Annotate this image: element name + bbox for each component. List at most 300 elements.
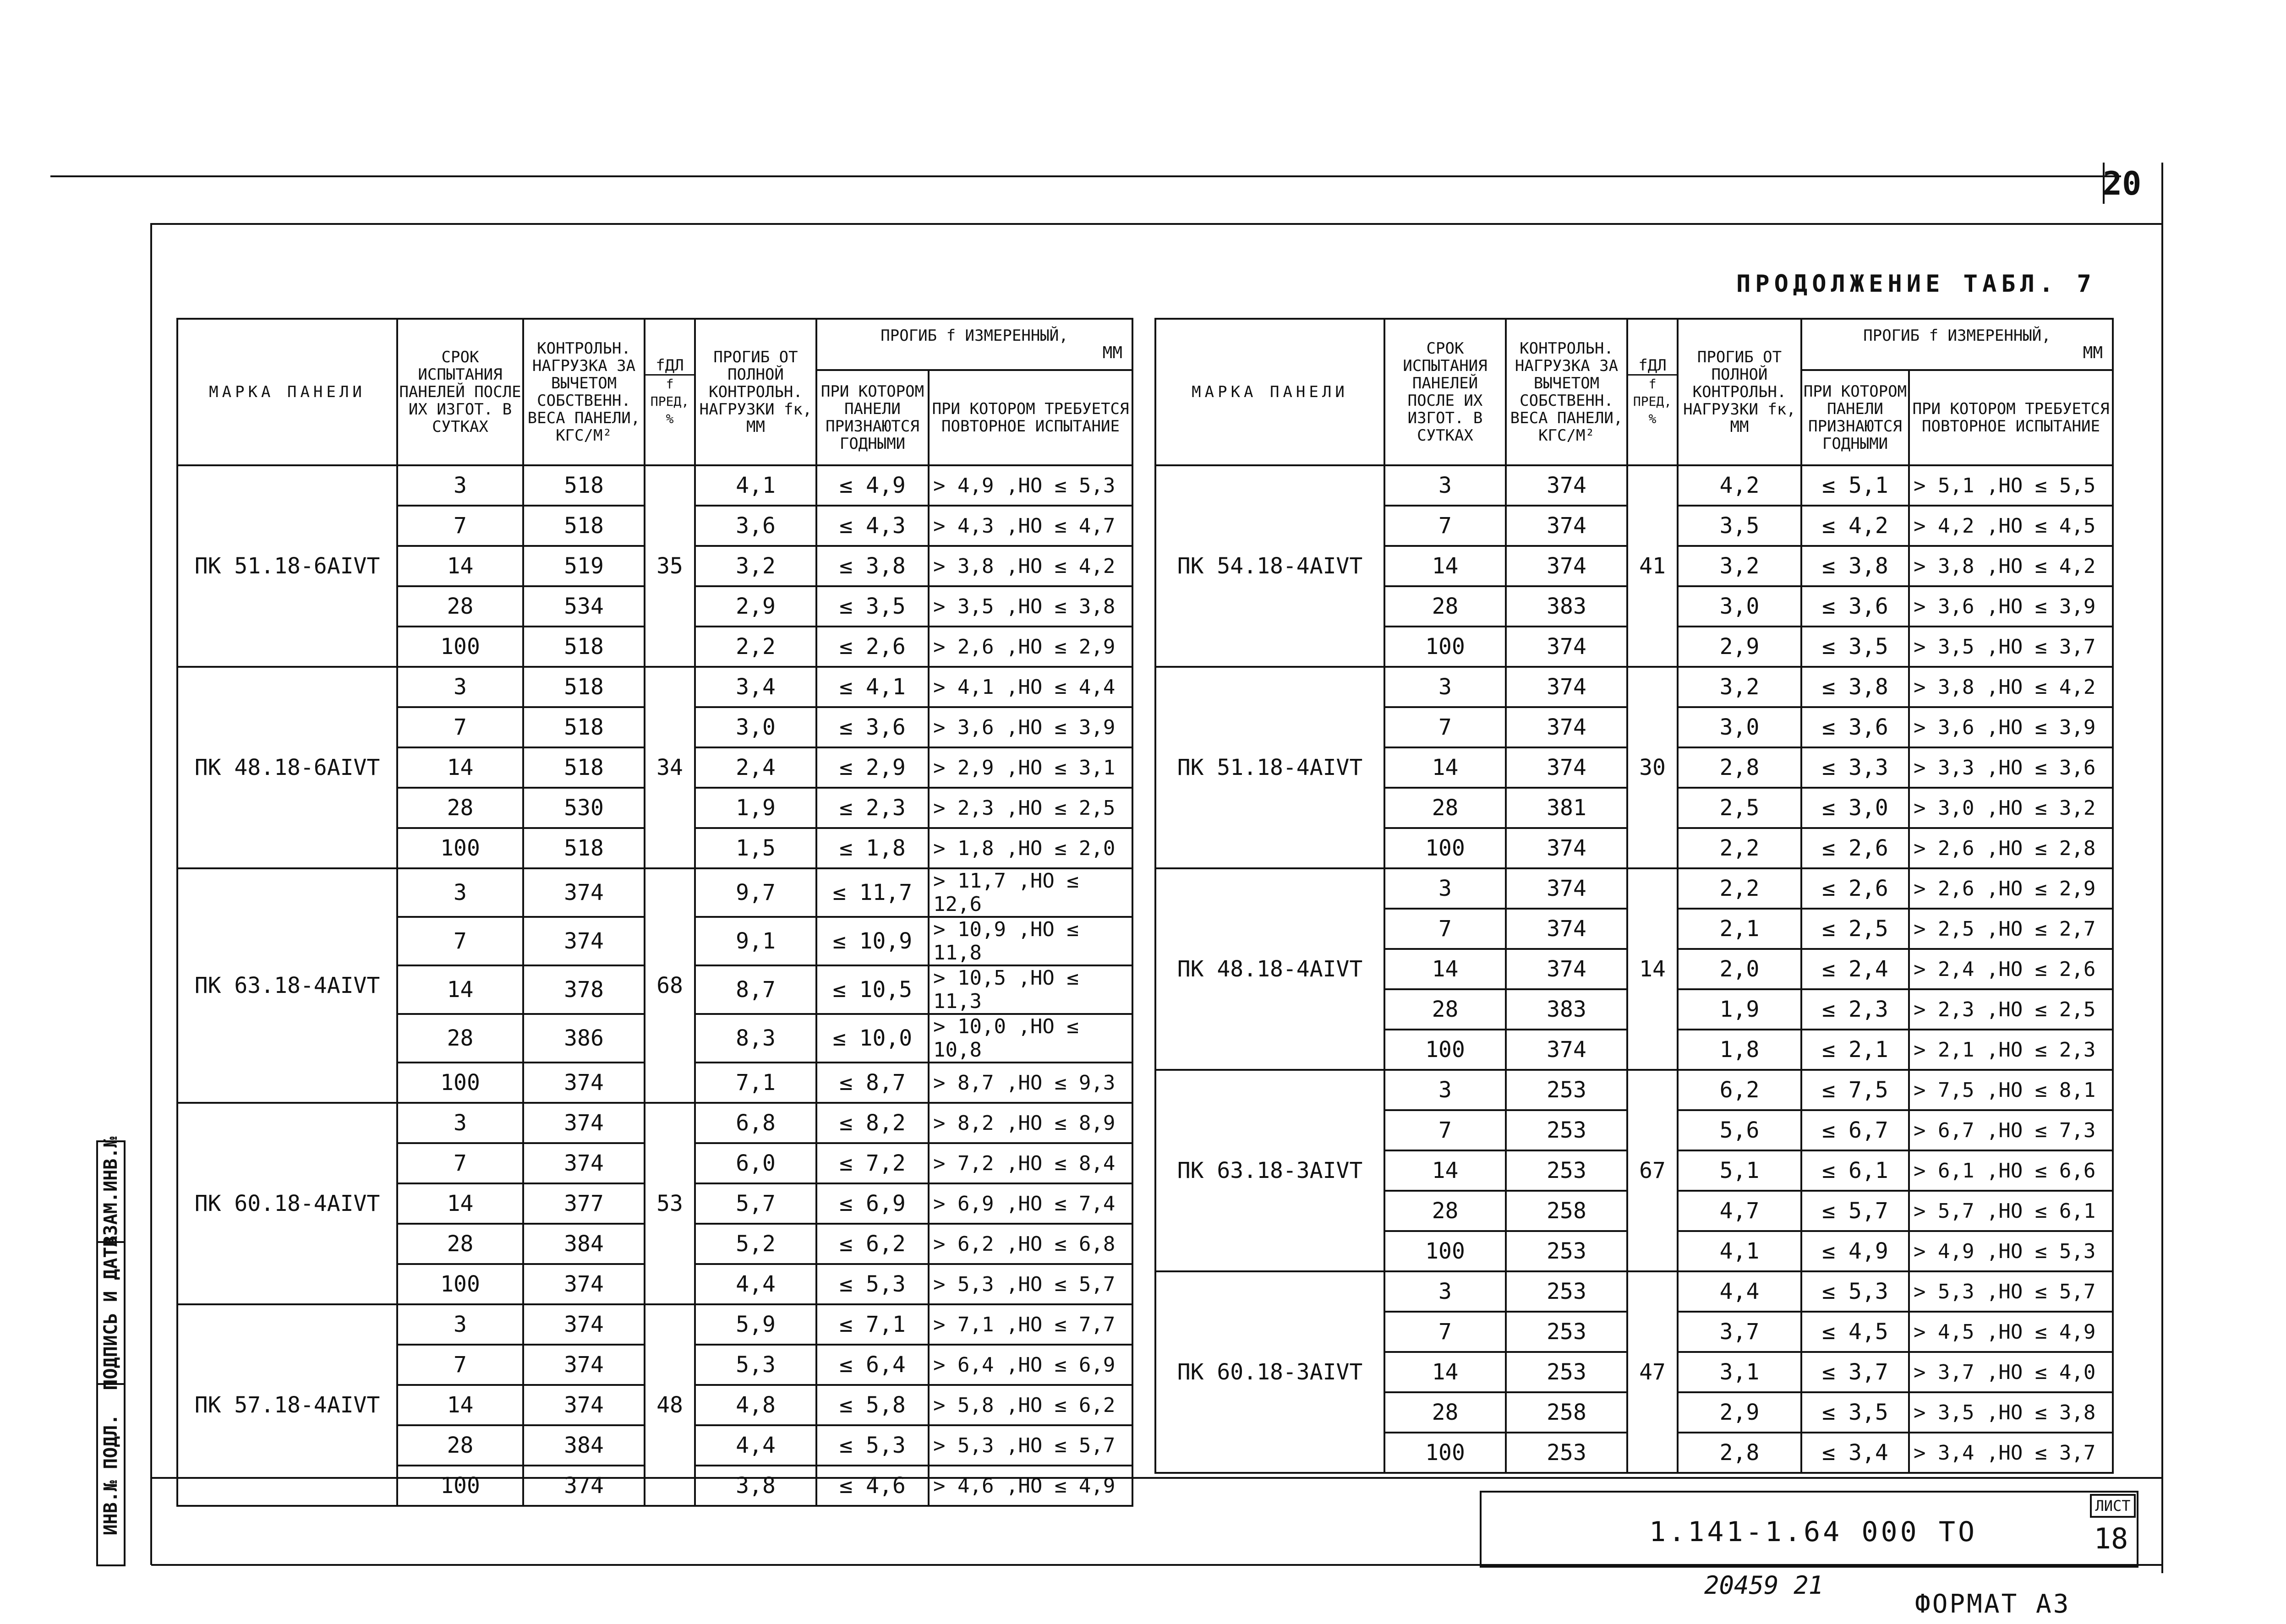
header-unit-mm-right: ММ xyxy=(2083,343,2103,362)
limit-percent: 34 xyxy=(645,667,695,868)
limit-percent: 14 xyxy=(1627,868,1678,1070)
control-load: 381 xyxy=(1506,788,1627,828)
accepted-deflection: ≤ 6,7 xyxy=(1801,1110,1909,1150)
test-days: 28 xyxy=(397,788,523,828)
control-load: 253 xyxy=(1506,1352,1627,1392)
test-days: 3 xyxy=(397,1103,523,1143)
control-load: 384 xyxy=(523,1425,645,1466)
retest-deflection: > 3,5 ,НО ≤ 3,8 xyxy=(929,586,1132,627)
retest-deflection: > 4,2 ,НО ≤ 4,5 xyxy=(1909,506,2113,546)
deflection-full-load: 3,2 xyxy=(695,546,816,586)
retest-deflection: > 3,3 ,НО ≤ 3,6 xyxy=(1909,747,2113,788)
panel-mark: ПК 63.18-3АIVТ xyxy=(1155,1070,1384,1271)
control-load: 253 xyxy=(1506,1271,1627,1312)
deflection-full-load: 3,0 xyxy=(1678,586,1801,627)
accepted-deflection: ≤ 3,5 xyxy=(1801,1392,1909,1433)
header-deflection-full-right: ПРОГИБ ОТ ПОЛНОЙ КОНТРОЛЬН. НАГРУЗКИ fк, ММ xyxy=(1678,319,1801,465)
retest-deflection: > 2,3 ,НО ≤ 2,5 xyxy=(1909,989,2113,1030)
deflection-full-load: 3,8 xyxy=(695,1466,816,1506)
sheet-label: ЛИСТ xyxy=(2090,1494,2136,1518)
control-load: 518 xyxy=(523,465,645,506)
table-row xyxy=(177,465,1132,506)
deflection-full-load: 4,4 xyxy=(695,1264,816,1304)
test-days: 7 xyxy=(1384,1312,1506,1352)
deflection-full-load: 4,1 xyxy=(695,465,816,506)
inner-top-line xyxy=(151,223,2162,225)
header-mark-right: МАРКА ПАНЕЛИ xyxy=(1155,319,1384,465)
accepted-deflection: ≤ 2,9 xyxy=(816,747,929,788)
header-deflection-full: ПРОГИБ ОТ ПОЛНОЙ КОНТРОЛЬН. НАГРУЗКИ fк, ММ xyxy=(695,319,816,465)
retest-deflection: > 8,7 ,НО ≤ 9,3 xyxy=(929,1063,1132,1103)
retest-deflection: > 10,9 ,НО ≤ 11,8 xyxy=(929,917,1132,965)
limit-percent: 35 xyxy=(645,465,695,667)
test-days: 14 xyxy=(1384,1150,1506,1191)
header-control-load: КОНТРОЛЬН. НАГРУЗКА ЗА ВЫЧЕТОМ СОБСТВЕНН. ВЕСА ПАНЕЛИ, КГС/М² xyxy=(523,319,645,465)
panel-mark: ПК 48.18-6АIVТ xyxy=(177,667,397,868)
header-test-period: СРОК ИСПЫТАНИЯ ПАНЕЛЕЙ ПОСЛЕ ИХ ИЗГОТ. В СУТКАХ xyxy=(397,319,523,465)
accepted-deflection: ≤ 2,4 xyxy=(1801,949,1909,989)
retest-deflection: > 4,5 ,НО ≤ 4,9 xyxy=(1909,1312,2113,1352)
retest-deflection: > 11,7 ,НО ≤ 12,6 xyxy=(929,868,1132,917)
header-limit-bottom: f ПРЕД, % xyxy=(650,376,689,426)
deflection-full-load: 2,2 xyxy=(1678,828,1801,868)
test-days: 14 xyxy=(397,1385,523,1425)
deflection-full-load: 2,2 xyxy=(695,627,816,667)
retest-deflection: > 2,3 ,НО ≤ 2,5 xyxy=(929,788,1132,828)
accepted-deflection: ≤ 7,1 xyxy=(816,1304,929,1345)
panel-mark: ПК 60.18-3АIVТ xyxy=(1155,1271,1384,1473)
retest-deflection: > 3,6 ,НО ≤ 3,9 xyxy=(929,707,1132,747)
retest-deflection: > 10,5 ,НО ≤ 11,3 xyxy=(929,965,1132,1014)
test-days: 3 xyxy=(1384,667,1506,707)
retest-deflection: > 7,1 ,НО ≤ 7,7 xyxy=(929,1304,1132,1345)
accepted-deflection: ≤ 10,0 xyxy=(816,1014,929,1063)
control-load: 518 xyxy=(523,667,645,707)
control-load: 374 xyxy=(1506,707,1627,747)
limit-percent: 47 xyxy=(1627,1271,1678,1473)
test-days: 28 xyxy=(397,1425,523,1466)
deflection-full-load: 5,3 xyxy=(695,1345,816,1385)
table-row xyxy=(177,1103,1132,1143)
retest-deflection: > 7,5 ,НО ≤ 8,1 xyxy=(1909,1070,2113,1110)
control-load: 253 xyxy=(1506,1433,1627,1473)
test-days: 28 xyxy=(397,586,523,627)
retest-deflection: > 2,9 ,НО ≤ 3,1 xyxy=(929,747,1132,788)
control-load: 374 xyxy=(523,1345,645,1385)
accepted-deflection: ≤ 1,8 xyxy=(816,828,929,868)
retest-deflection: > 2,4 ,НО ≤ 2,6 xyxy=(1909,949,2113,989)
deflection-full-load: 4,4 xyxy=(1678,1271,1801,1312)
deflection-full-load: 2,2 xyxy=(1678,868,1801,909)
test-days: 14 xyxy=(397,546,523,586)
retest-deflection: > 2,1 ,НО ≤ 2,3 xyxy=(1909,1030,2113,1070)
accepted-deflection: ≤ 5,7 xyxy=(1801,1191,1909,1231)
control-load: 383 xyxy=(1506,586,1627,627)
accepted-deflection: ≤ 4,6 xyxy=(816,1466,929,1506)
test-days: 14 xyxy=(1384,747,1506,788)
header-limit xyxy=(645,319,695,465)
control-load: 374 xyxy=(1506,667,1627,707)
accepted-deflection: ≤ 2,3 xyxy=(1801,989,1909,1030)
deflection-full-load: 2,9 xyxy=(695,586,816,627)
control-load: 374 xyxy=(523,1063,645,1103)
side-label-inv-cell xyxy=(96,1383,126,1566)
accepted-deflection: ≤ 3,4 xyxy=(1801,1433,1909,1473)
control-load: 374 xyxy=(1506,949,1627,989)
test-days: 100 xyxy=(397,828,523,868)
control-load: 374 xyxy=(1506,627,1627,667)
test-days: 3 xyxy=(1384,1070,1506,1110)
control-load: 374 xyxy=(523,1264,645,1304)
table-row xyxy=(1155,868,2113,909)
panel-mark: ПК 60.18-4АIVТ xyxy=(177,1103,397,1304)
control-load: 378 xyxy=(523,965,645,1014)
limit-percent: 53 xyxy=(645,1103,695,1304)
test-days: 14 xyxy=(1384,1352,1506,1392)
deflection-full-load: 2,1 xyxy=(1678,909,1801,949)
control-load: 518 xyxy=(523,506,645,546)
accepted-deflection: ≤ 10,9 xyxy=(816,917,929,965)
test-days: 7 xyxy=(397,506,523,546)
retest-deflection: > 6,2 ,НО ≤ 6,8 xyxy=(929,1224,1132,1264)
test-days: 100 xyxy=(1384,1030,1506,1070)
deflection-full-load: 3,7 xyxy=(1678,1312,1801,1352)
accepted-deflection: ≤ 7,5 xyxy=(1801,1070,1909,1110)
retest-deflection: > 2,6 ,НО ≤ 2,9 xyxy=(1909,868,2113,909)
panel-mark: ПК 54.18-4АIVТ xyxy=(1155,465,1384,667)
deflection-full-load: 9,1 xyxy=(695,917,816,965)
test-days: 7 xyxy=(1384,506,1506,546)
right-table xyxy=(1154,318,2114,1474)
deflection-full-load: 8,3 xyxy=(695,1014,816,1063)
header-retest-right: ПРИ КОТОРОМ ТРЕБУЕТСЯ ПОВТОРНОЕ ИСПЫТАНИЕ xyxy=(1909,370,2113,465)
retest-deflection: > 4,6 ,НО ≤ 4,9 xyxy=(929,1466,1132,1506)
accepted-deflection: ≤ 2,6 xyxy=(1801,828,1909,868)
sheet-value: 18 xyxy=(2094,1522,2128,1555)
control-load: 253 xyxy=(1506,1150,1627,1191)
test-days: 100 xyxy=(397,1466,523,1506)
retest-deflection: > 4,1 ,НО ≤ 4,4 xyxy=(929,667,1132,707)
control-load: 374 xyxy=(1506,465,1627,506)
retest-deflection: > 3,4 ,НО ≤ 3,7 xyxy=(1909,1433,2113,1473)
accepted-deflection: ≤ 3,5 xyxy=(816,586,929,627)
control-load: 518 xyxy=(523,707,645,747)
retest-deflection: > 4,9 ,НО ≤ 5,3 xyxy=(1909,1231,2113,1271)
control-load: 374 xyxy=(523,1103,645,1143)
panel-mark: ПК 48.18-4АIVТ xyxy=(1155,868,1384,1070)
test-days: 3 xyxy=(397,465,523,506)
header-deflection-measured xyxy=(816,319,1132,370)
control-load: 374 xyxy=(523,1143,645,1183)
test-days: 100 xyxy=(397,1063,523,1103)
test-days: 28 xyxy=(1384,1191,1506,1231)
control-load: 374 xyxy=(1506,828,1627,868)
test-days: 28 xyxy=(397,1224,523,1264)
header-limit-right xyxy=(1627,319,1678,465)
control-load: 258 xyxy=(1506,1392,1627,1433)
retest-deflection: > 10,0 ,НО ≤ 10,8 xyxy=(929,1014,1132,1063)
test-days: 3 xyxy=(397,667,523,707)
left-frame-line xyxy=(150,223,152,1565)
limit-percent: 68 xyxy=(645,868,695,1103)
accepted-deflection: ≤ 4,3 xyxy=(816,506,929,546)
retest-deflection: > 3,6 ,НО ≤ 3,9 xyxy=(1909,707,2113,747)
accepted-deflection: ≤ 6,2 xyxy=(816,1224,929,1264)
test-days: 100 xyxy=(1384,1231,1506,1271)
side-label-sign: ПОДПИСЬ И ДАТА xyxy=(100,1236,121,1390)
control-load: 518 xyxy=(523,627,645,667)
retest-deflection: > 3,6 ,НО ≤ 3,9 xyxy=(1909,586,2113,627)
header-limit-top-right: fДЛ xyxy=(1628,357,1677,376)
control-load: 374 xyxy=(1506,747,1627,788)
accepted-deflection: ≤ 3,3 xyxy=(1801,747,1909,788)
sheet-number-top: 20 xyxy=(2103,165,2142,202)
table-row xyxy=(1155,1271,2113,1312)
header-control-load-right: КОНТРОЛЬН. НАГРУЗКА ЗА ВЫЧЕТОМ СОБСТВЕНН. ВЕСА ПАНЕЛИ, КГС/М² xyxy=(1506,319,1627,465)
retest-deflection: > 6,1 ,НО ≤ 6,6 xyxy=(1909,1150,2113,1191)
retest-deflection: > 5,8 ,НО ≤ 6,2 xyxy=(929,1385,1132,1425)
deflection-full-load: 2,4 xyxy=(695,747,816,788)
limit-percent: 67 xyxy=(1627,1070,1678,1271)
retest-deflection: > 2,6 ,НО ≤ 2,9 xyxy=(929,627,1132,667)
test-days: 28 xyxy=(397,1014,523,1063)
test-days: 3 xyxy=(1384,868,1506,909)
test-days: 28 xyxy=(1384,788,1506,828)
accepted-deflection: ≤ 4,1 xyxy=(816,667,929,707)
deflection-full-load: 6,0 xyxy=(695,1143,816,1183)
deflection-full-load: 4,4 xyxy=(695,1425,816,1466)
deflection-full-load: 5,9 xyxy=(695,1304,816,1345)
side-label-sign-cell xyxy=(96,1236,126,1390)
header-limit-bottom-right: f ПРЕД, % xyxy=(1633,376,1672,426)
panel-mark: ПК 63.18-4АIVТ xyxy=(177,868,397,1103)
test-days: 14 xyxy=(1384,546,1506,586)
retest-deflection: > 5,3 ,НО ≤ 5,7 xyxy=(929,1264,1132,1304)
retest-deflection: > 3,7 ,НО ≤ 4,0 xyxy=(1909,1352,2113,1392)
accepted-deflection: ≤ 8,2 xyxy=(816,1103,929,1143)
deflection-full-load: 4,8 xyxy=(695,1385,816,1425)
table-row xyxy=(1155,465,2113,506)
test-days: 100 xyxy=(1384,627,1506,667)
accepted-deflection: ≤ 3,8 xyxy=(1801,546,1909,586)
accepted-deflection: ≤ 2,6 xyxy=(1801,868,1909,909)
retest-deflection: > 1,8 ,НО ≤ 2,0 xyxy=(929,828,1132,868)
side-label-inv: ИНВ.№ ПОДЛ. xyxy=(100,1414,121,1536)
control-load: 518 xyxy=(523,828,645,868)
header-accepted: ПРИ КОТОРОМ ПАНЕЛИ ПРИЗНАЮТСЯ ГОДНЫМИ xyxy=(816,370,929,465)
accepted-deflection: ≤ 5,1 xyxy=(1801,465,1909,506)
retest-deflection: > 4,9 ,НО ≤ 5,3 xyxy=(929,465,1132,506)
test-days: 14 xyxy=(397,747,523,788)
accepted-deflection: ≤ 5,3 xyxy=(816,1425,929,1466)
control-load: 374 xyxy=(523,868,645,917)
deflection-full-load: 4,1 xyxy=(1678,1231,1801,1271)
test-days: 7 xyxy=(1384,707,1506,747)
deflection-full-load: 3,1 xyxy=(1678,1352,1801,1392)
table-continuation-title: ПРОДОЛЖЕНИЕ ТАБЛ. 7 xyxy=(1736,270,2096,298)
side-label-repl: ВЗАМ.ИНВ.№ xyxy=(100,1136,121,1247)
inventory-number: 20459 21 xyxy=(1704,1571,1824,1600)
accepted-deflection: ≤ 8,7 xyxy=(816,1063,929,1103)
retest-deflection: > 5,3 ,НО ≤ 5,7 xyxy=(1909,1271,2113,1312)
deflection-full-load: 2,8 xyxy=(1678,747,1801,788)
control-load: 384 xyxy=(523,1224,645,1264)
deflection-full-load: 9,7 xyxy=(695,868,816,917)
control-load: 374 xyxy=(1506,1030,1627,1070)
right-frame-line xyxy=(2161,163,2163,1573)
deflection-full-load: 3,0 xyxy=(1678,707,1801,747)
test-days: 28 xyxy=(1384,1392,1506,1433)
accepted-deflection: ≤ 2,5 xyxy=(1801,909,1909,949)
accepted-deflection: ≤ 3,6 xyxy=(1801,707,1909,747)
accepted-deflection: ≤ 3,6 xyxy=(816,707,929,747)
side-label-repl-cell xyxy=(96,1136,126,1247)
top-frame-line xyxy=(50,175,2121,177)
left-table-body xyxy=(177,465,1132,1506)
control-load: 534 xyxy=(523,586,645,627)
accepted-deflection: ≤ 4,5 xyxy=(1801,1312,1909,1352)
accepted-deflection: ≤ 11,7 xyxy=(816,868,929,917)
control-load: 374 xyxy=(1506,868,1627,909)
header-unit-mm: ММ xyxy=(1102,343,1122,362)
test-days: 3 xyxy=(397,1304,523,1345)
deflection-full-load: 3,2 xyxy=(1678,546,1801,586)
test-days: 7 xyxy=(1384,909,1506,949)
retest-deflection: > 6,4 ,НО ≤ 6,9 xyxy=(929,1345,1132,1385)
control-load: 253 xyxy=(1506,1070,1627,1110)
deflection-full-load: 5,1 xyxy=(1678,1150,1801,1191)
control-load: 518 xyxy=(523,747,645,788)
control-load: 374 xyxy=(523,1385,645,1425)
test-days: 100 xyxy=(1384,828,1506,868)
test-days: 14 xyxy=(397,965,523,1014)
retest-deflection: > 6,7 ,НО ≤ 7,3 xyxy=(1909,1110,2113,1150)
accepted-deflection: ≤ 3,8 xyxy=(816,546,929,586)
header-deflection-measured-label: ПРОГИБ f ИЗМЕРЕННЫЙ, xyxy=(880,327,1068,345)
retest-deflection: > 5,1 ,НО ≤ 5,5 xyxy=(1909,465,2113,506)
deflection-full-load: 3,6 xyxy=(695,506,816,546)
control-load: 374 xyxy=(1506,546,1627,586)
control-load: 519 xyxy=(523,546,645,586)
test-days: 3 xyxy=(397,868,523,917)
accepted-deflection: ≤ 4,9 xyxy=(1801,1231,1909,1271)
control-load: 253 xyxy=(1506,1231,1627,1271)
retest-deflection: > 7,2 ,НО ≤ 8,4 xyxy=(929,1143,1132,1183)
accepted-deflection: ≤ 5,3 xyxy=(816,1264,929,1304)
retest-deflection: > 5,7 ,НО ≤ 6,1 xyxy=(1909,1191,2113,1231)
format-label: ФОРМАТ А3 xyxy=(1915,1589,2071,1619)
limit-percent: 48 xyxy=(645,1304,695,1506)
deflection-full-load: 5,2 xyxy=(695,1224,816,1264)
table-row xyxy=(177,667,1132,707)
deflection-full-load: 2,5 xyxy=(1678,788,1801,828)
retest-deflection: > 3,8 ,НО ≤ 4,2 xyxy=(1909,667,2113,707)
deflection-full-load: 2,0 xyxy=(1678,949,1801,989)
panel-mark: ПК 51.18-4АIVТ xyxy=(1155,667,1384,868)
retest-deflection: > 3,0 ,НО ≤ 3,2 xyxy=(1909,788,2113,828)
test-days: 7 xyxy=(397,1143,523,1183)
retest-deflection: > 3,5 ,НО ≤ 3,7 xyxy=(1909,627,2113,667)
document-code: 1.141-1.64 000 ТО xyxy=(1649,1516,1978,1548)
control-load: 374 xyxy=(523,917,645,965)
table-row xyxy=(1155,1070,2113,1110)
accepted-deflection: ≤ 10,5 xyxy=(816,965,929,1014)
accepted-deflection: ≤ 6,1 xyxy=(1801,1150,1909,1191)
accepted-deflection: ≤ 4,2 xyxy=(1801,506,1909,546)
control-load: 258 xyxy=(1506,1191,1627,1231)
accepted-deflection: ≤ 7,2 xyxy=(816,1143,929,1183)
control-load: 386 xyxy=(523,1014,645,1063)
header-retest: ПРИ КОТОРОМ ТРЕБУЕТСЯ ПОВТОРНОЕ ИСПЫТАНИЕ xyxy=(929,370,1132,465)
deflection-full-load: 2,9 xyxy=(1678,627,1801,667)
accepted-deflection: ≤ 3,7 xyxy=(1801,1352,1909,1392)
test-days: 14 xyxy=(397,1183,523,1224)
accepted-deflection: ≤ 3,5 xyxy=(1801,627,1909,667)
retest-deflection: > 8,2 ,НО ≤ 8,9 xyxy=(929,1103,1132,1143)
retest-deflection: > 3,8 ,НО ≤ 4,2 xyxy=(1909,546,2113,586)
deflection-full-load: 6,2 xyxy=(1678,1070,1801,1110)
accepted-deflection: ≤ 2,3 xyxy=(816,788,929,828)
deflection-full-load: 3,0 xyxy=(695,707,816,747)
deflection-full-load: 3,4 xyxy=(695,667,816,707)
control-load: 253 xyxy=(1506,1110,1627,1150)
accepted-deflection: ≤ 6,4 xyxy=(816,1345,929,1385)
test-days: 100 xyxy=(1384,1433,1506,1473)
deflection-full-load: 1,9 xyxy=(1678,989,1801,1030)
control-load: 253 xyxy=(1506,1312,1627,1352)
control-load: 530 xyxy=(523,788,645,828)
retest-deflection: > 5,3 ,НО ≤ 5,7 xyxy=(929,1425,1132,1466)
retest-deflection: > 6,9 ,НО ≤ 7,4 xyxy=(929,1183,1132,1224)
control-load: 374 xyxy=(523,1304,645,1345)
right-table-body xyxy=(1155,465,2113,1473)
retest-deflection: > 2,6 ,НО ≤ 2,8 xyxy=(1909,828,2113,868)
accepted-deflection: ≤ 5,3 xyxy=(1801,1271,1909,1312)
header-deflection-measured-label-right: ПРОГИБ f ИЗМЕРЕННЫЙ, xyxy=(1863,327,2051,345)
accepted-deflection: ≤ 2,6 xyxy=(816,627,929,667)
deflection-full-load: 7,1 xyxy=(695,1063,816,1103)
control-load: 377 xyxy=(523,1183,645,1224)
retest-deflection: > 4,3 ,НО ≤ 4,7 xyxy=(929,506,1132,546)
test-days: 7 xyxy=(397,1345,523,1385)
deflection-full-load: 6,8 xyxy=(695,1103,816,1143)
test-days: 7 xyxy=(397,707,523,747)
test-days: 7 xyxy=(397,917,523,965)
control-load: 374 xyxy=(1506,506,1627,546)
test-days: 28 xyxy=(1384,586,1506,627)
panel-mark: ПК 57.18-4АIVТ xyxy=(177,1304,397,1506)
deflection-full-load: 1,5 xyxy=(695,828,816,868)
accepted-deflection: ≤ 3,6 xyxy=(1801,586,1909,627)
header-deflection-measured-right xyxy=(1801,319,2113,370)
deflection-full-load: 5,7 xyxy=(695,1183,816,1224)
table-row xyxy=(177,1304,1132,1345)
accepted-deflection: ≤ 6,9 xyxy=(816,1183,929,1224)
left-table xyxy=(176,318,1133,1507)
panel-mark: ПК 51.18-6АIVТ xyxy=(177,465,397,667)
table-row xyxy=(1155,667,2113,707)
deflection-full-load: 2,9 xyxy=(1678,1392,1801,1433)
accepted-deflection: ≤ 3,8 xyxy=(1801,667,1909,707)
deflection-full-load: 8,7 xyxy=(695,965,816,1014)
limit-percent: 41 xyxy=(1627,465,1678,667)
test-days: 3 xyxy=(1384,1271,1506,1312)
test-days: 14 xyxy=(1384,949,1506,989)
deflection-full-load: 3,2 xyxy=(1678,667,1801,707)
retest-deflection: > 3,8 ,НО ≤ 4,2 xyxy=(929,546,1132,586)
deflection-full-load: 5,6 xyxy=(1678,1110,1801,1150)
control-load: 374 xyxy=(523,1466,645,1506)
